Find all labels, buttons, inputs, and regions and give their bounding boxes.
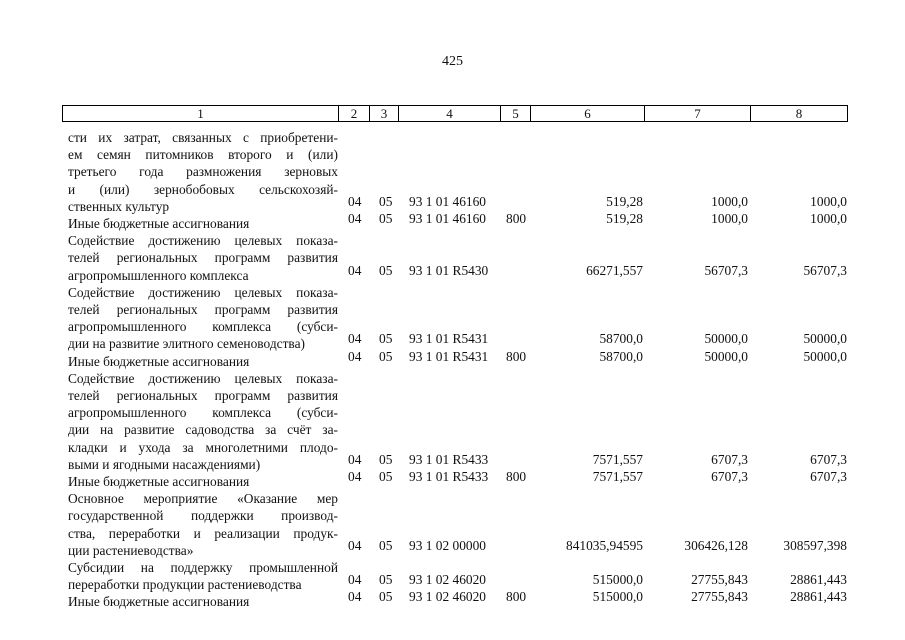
description-line: Иные бюджетные ассигнования — [68, 216, 250, 231]
row-description — [68, 284, 338, 353]
cell-col-2: 04 — [348, 211, 362, 226]
cell-col-7: 6707,3 — [711, 451, 748, 467]
description-line: телей региональных программ развития — [68, 250, 338, 266]
cell-col-3: 05 — [379, 572, 393, 588]
description-line: ственных культур — [68, 198, 170, 214]
cell-col-7: 1000,0 — [711, 211, 748, 226]
cell-col-4: 93 1 02 46020 — [409, 572, 486, 588]
cell-col-6: 841035,94595 — [566, 537, 643, 553]
description-line: Иные бюджетные ассигнования — [68, 353, 250, 369]
cell-col-2: 04 — [348, 589, 362, 605]
description-line: и (или) зернобобовых сельскохозяй- — [68, 181, 338, 197]
cell-col-6: 515000,0 — [592, 572, 643, 588]
row-description — [68, 559, 338, 593]
description-line: государственной поддержки производ- — [68, 508, 338, 524]
row-description — [68, 232, 338, 284]
cell-col-3: 05 — [379, 589, 393, 605]
description-line: телей региональных программ развития — [68, 301, 338, 317]
cell-col-4: 93 1 01 46160 — [409, 211, 486, 226]
cell-col-4: 93 1 01 R5431 — [409, 331, 489, 347]
page-number: 425 — [442, 54, 463, 69]
cell-col-2: 04 — [348, 331, 362, 347]
cell-col-6: 515000,0 — [592, 589, 643, 605]
cell-col-6: 7571,557 — [592, 469, 643, 484]
cell-col-7: 306426,128 — [684, 537, 748, 553]
description-line: третьего года размножения зерновых — [68, 164, 338, 180]
cell-col-3: 05 — [379, 348, 393, 364]
cell-col-8: 6707,3 — [810, 451, 847, 467]
cell-col-2: 04 — [348, 348, 362, 364]
cell-col-6: 519,28 — [606, 211, 643, 226]
header-col-2: 2 — [338, 106, 369, 121]
description-line: дии на развитие элитного семеноводства) — [68, 336, 305, 352]
cell-col-4: 93 1 02 00000 — [409, 537, 486, 553]
row-description — [68, 370, 338, 473]
cell-col-7: 6707,3 — [711, 469, 748, 484]
row-description — [68, 593, 338, 610]
description-line: ства, переработки и реализации продук- — [68, 525, 338, 541]
cell-col-4: 93 1 01 R5433 — [409, 451, 489, 467]
cell-col-2: 04 — [348, 537, 362, 553]
cell-col-8: 56707,3 — [803, 262, 847, 278]
description-line: телей региональных программ развития — [68, 387, 338, 403]
description-line: Содействие достижению целевых показа- — [68, 370, 338, 386]
cell-col-7: 27755,843 — [691, 589, 748, 605]
description-line: Основное мероприятие «Оказание мер — [68, 491, 338, 507]
header-col-8: 8 — [750, 106, 847, 121]
cell-col-4: 93 1 01 R5430 — [409, 262, 489, 278]
cell-col-6: 66271,557 — [586, 262, 643, 278]
cell-col-4: 93 1 01 R5433 — [409, 469, 489, 484]
description-line: Иные бюджетные ассигнования — [68, 594, 250, 610]
row-description — [68, 490, 338, 559]
description-line: кладки и ухода за многолетними плодо- — [68, 439, 338, 455]
cell-col-3: 05 — [379, 193, 393, 209]
cell-col-2: 04 — [348, 451, 362, 467]
cell-col-6: 58700,0 — [599, 348, 643, 364]
cell-col-6: 519,28 — [606, 193, 643, 209]
description-line: агропромышленного комплекса (субси- — [68, 405, 338, 421]
description-line: ем семян питомников второго и (или) — [68, 147, 338, 163]
cell-col-3: 05 — [379, 211, 393, 226]
cell-col-6: 7571,557 — [592, 451, 643, 467]
cell-col-2: 04 — [348, 193, 362, 209]
header-col-4: 4 — [398, 106, 500, 121]
cell-col-3: 05 — [379, 451, 393, 467]
header-col-7: 7 — [644, 106, 750, 121]
cell-col-5: 800 — [506, 211, 527, 226]
cell-col-7: 50000,0 — [704, 348, 748, 364]
row-description — [68, 353, 338, 370]
description-line: агропромышленного комплекса — [68, 267, 249, 283]
cell-col-4: 93 1 02 46020 — [409, 589, 486, 605]
cell-col-8: 50000,0 — [803, 348, 847, 364]
cell-col-2: 04 — [348, 469, 362, 484]
row-description — [68, 129, 338, 215]
header-col-1: 1 — [197, 106, 204, 121]
description-line: переработки продукции растениеводства — [68, 577, 302, 593]
cell-col-2: 04 — [348, 262, 362, 278]
row-description — [68, 473, 338, 490]
cell-col-8: 6707,3 — [810, 469, 847, 484]
cell-col-5: 800 — [506, 469, 527, 484]
description-line: Содействие достижению целевых показа- — [68, 284, 338, 300]
cell-col-8: 308597,398 — [783, 537, 847, 553]
description-line: Содействие достижению целевых показа- — [68, 233, 338, 249]
cell-col-7: 50000,0 — [704, 331, 748, 347]
description-line: дии на развитие садоводства за счёт за- — [68, 422, 338, 438]
cell-col-8: 28861,443 — [790, 572, 847, 588]
table-header — [62, 105, 848, 122]
header-col-3: 3 — [369, 106, 398, 121]
description-line: сти их затрат, связанных с приобретени- — [68, 130, 338, 145]
description-line: Субсидии на поддержку промышленной — [68, 560, 338, 575]
description-line: агропромышленного комплекса (субси- — [68, 319, 338, 335]
cell-col-8: 1000,0 — [810, 193, 847, 209]
cell-col-6: 58700,0 — [599, 331, 643, 347]
row-description — [68, 215, 338, 232]
cell-col-5: 800 — [506, 348, 527, 364]
cell-col-3: 05 — [379, 537, 393, 553]
description-line: Иные бюджетные ассигнования — [68, 474, 250, 489]
cell-col-5: 800 — [506, 589, 527, 605]
cell-col-7: 56707,3 — [704, 262, 748, 278]
cell-col-2: 04 — [348, 572, 362, 588]
header-col-6: 6 — [530, 106, 644, 121]
cell-col-8: 28861,443 — [790, 589, 847, 605]
cell-col-3: 05 — [379, 331, 393, 347]
cell-col-4: 93 1 01 46160 — [409, 193, 486, 209]
cell-col-7: 1000,0 — [711, 193, 748, 209]
cell-col-7: 27755,843 — [691, 572, 748, 588]
cell-col-8: 1000,0 — [810, 211, 847, 226]
description-line: выми и ягодными насаждениями) — [68, 456, 261, 472]
cell-col-3: 05 — [379, 469, 393, 484]
cell-col-3: 05 — [379, 262, 393, 278]
cell-col-4: 93 1 01 R5431 — [409, 348, 489, 364]
header-col-5: 5 — [500, 106, 530, 121]
description-line: ции растениеводства» — [68, 542, 194, 558]
cell-col-8: 50000,0 — [803, 331, 847, 347]
